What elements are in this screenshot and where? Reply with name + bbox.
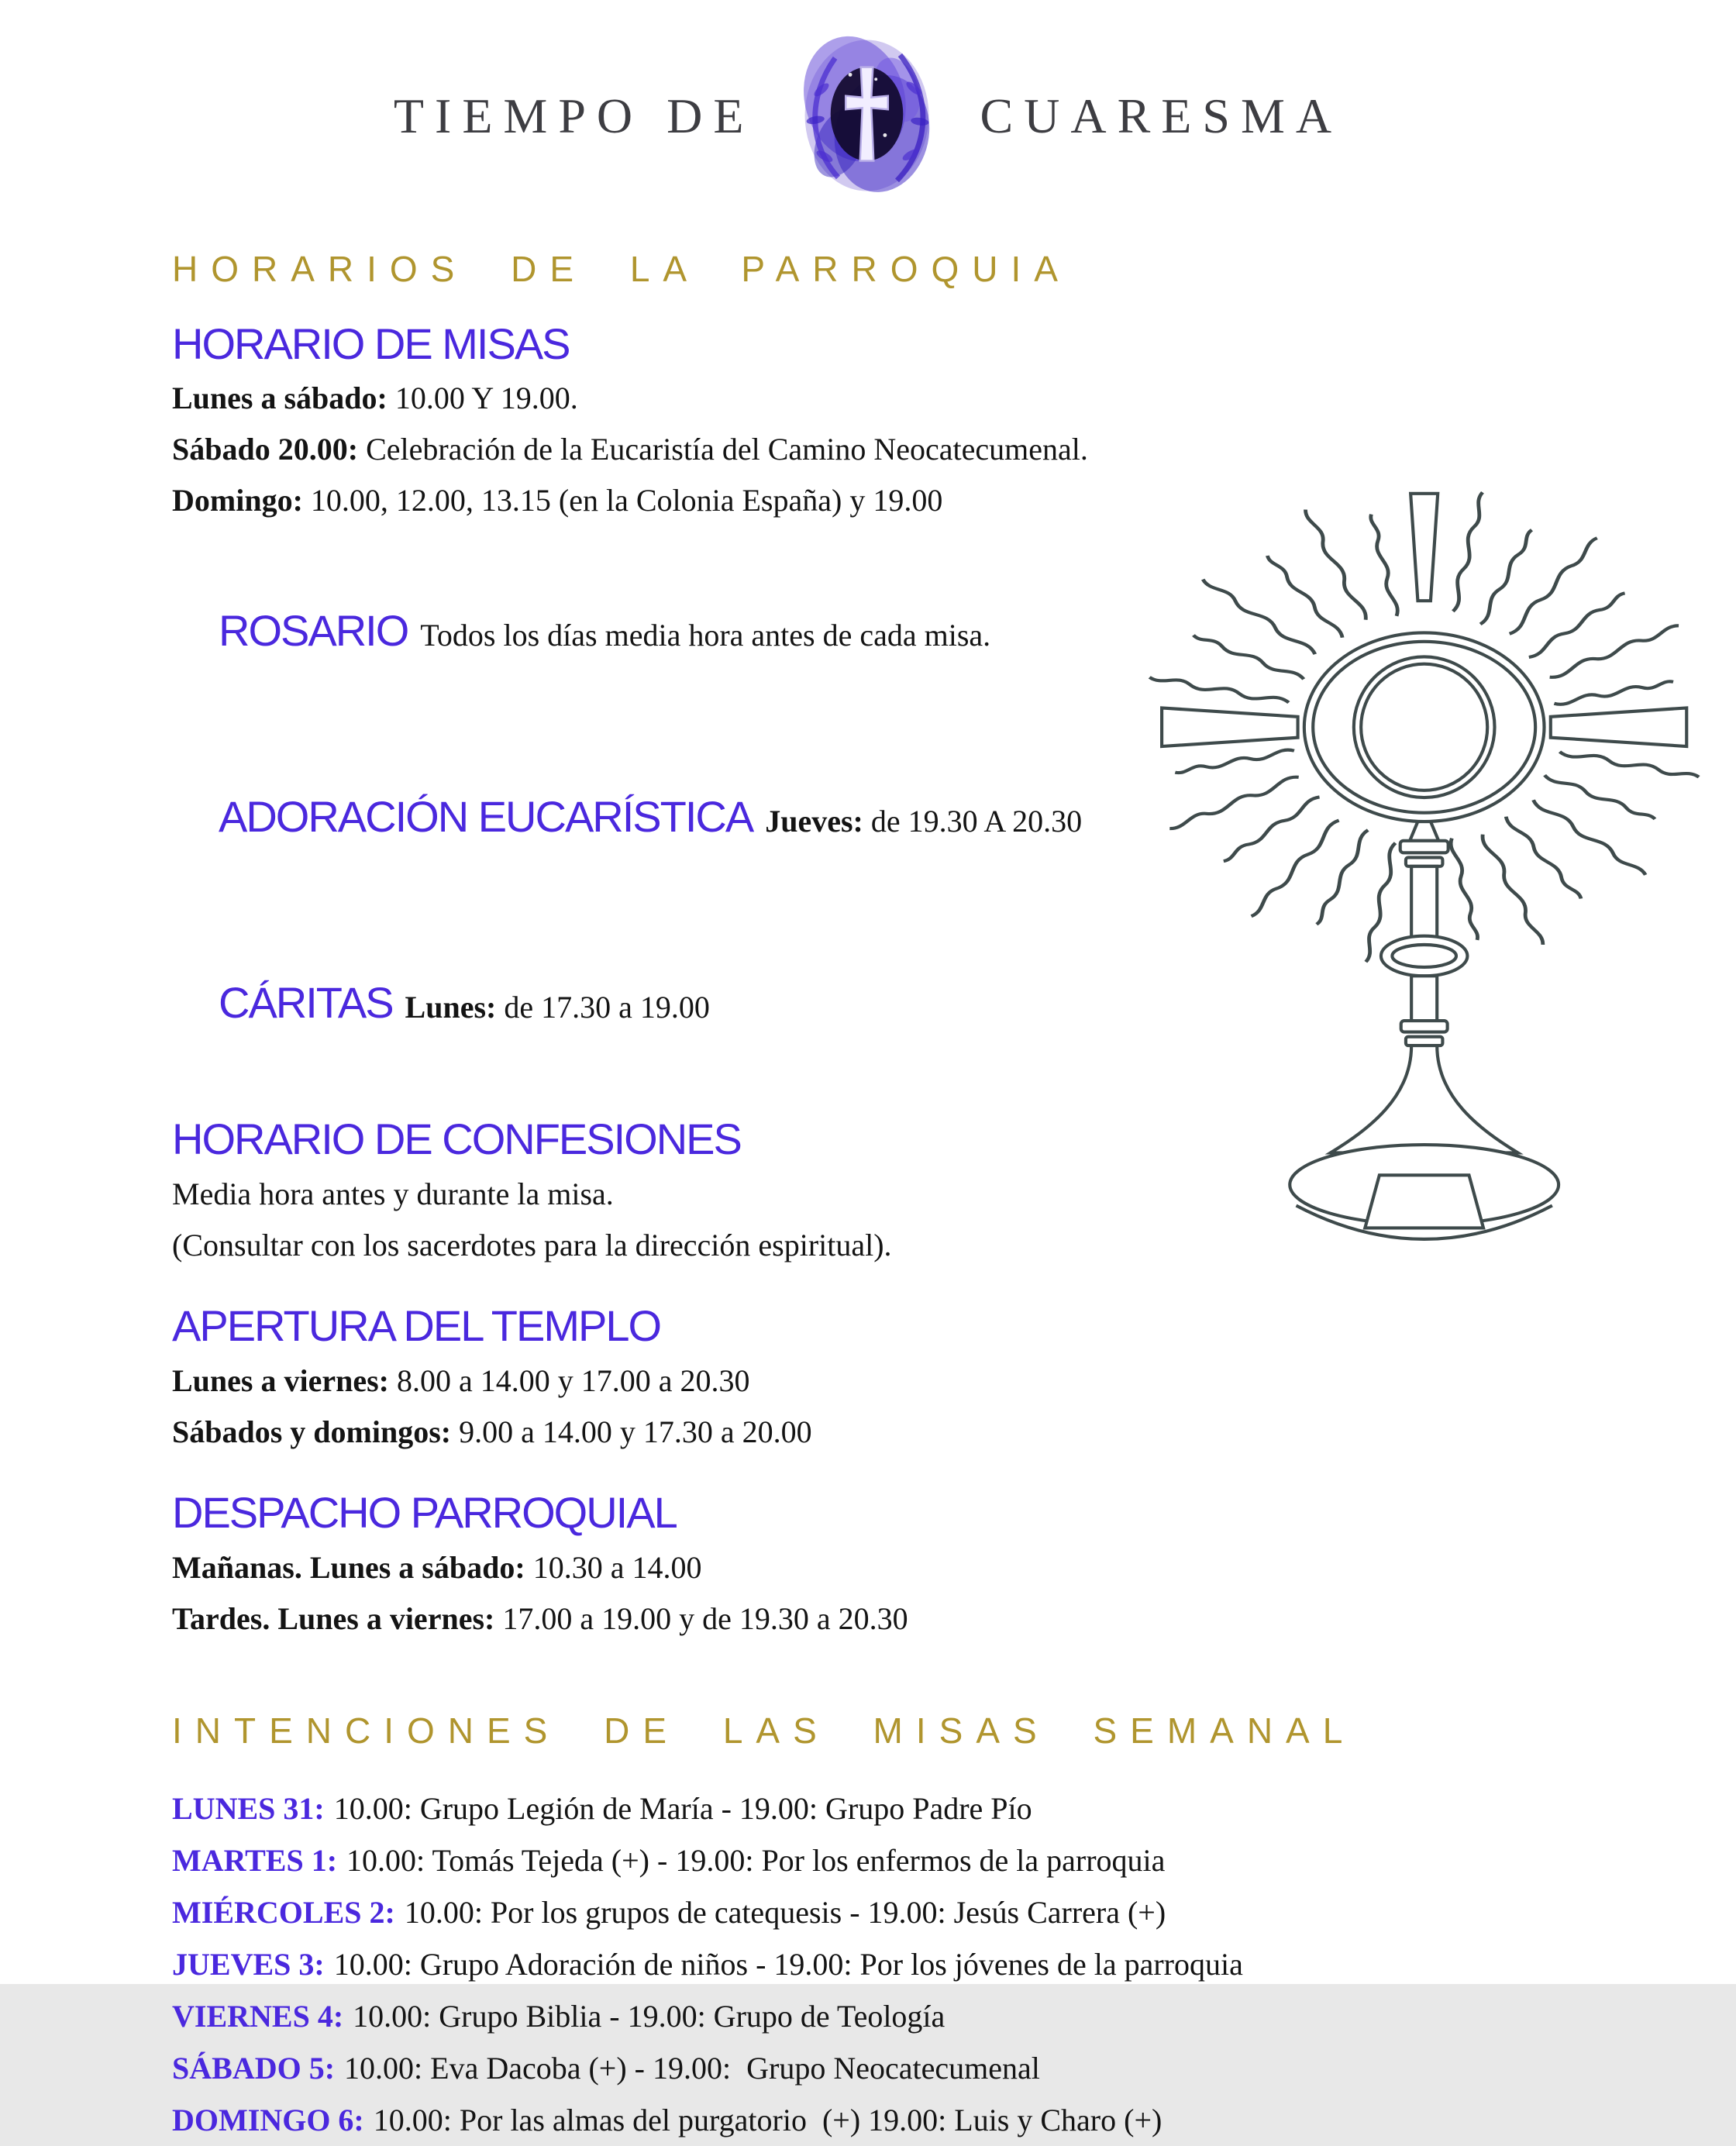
line-label: Mañanas. Lunes a sábado: <box>172 1549 525 1585</box>
intentions-list <box>172 1783 1451 2146</box>
intention-row <box>172 1938 1451 1990</box>
section-title-rosario: ROSARIO <box>219 606 408 656</box>
line-text: 17.00 a 19.00 y de 19.30 a 20.30 <box>502 1600 908 1636</box>
intention-text: 10.00: Grupo Legión de María - 19.00: Grupo Padre Pío <box>333 1791 1032 1827</box>
intention-row <box>172 1834 1451 1886</box>
intention-day: MIÉRCOLES 2: <box>172 1895 395 1931</box>
line-text: Media hora antes y durante la misa. <box>172 1176 614 1212</box>
section-title-apertura: APERTURA DEL TEMPLO <box>172 1301 661 1351</box>
line-label: Lunes a sábado: <box>172 381 388 416</box>
line-text: de 17.30 a 19.00 <box>504 990 710 1025</box>
section-title-misas: HORARIO DE MISAS <box>172 319 570 368</box>
intention-day: MARTES 1: <box>172 1843 338 1879</box>
intention-day: SÁBADO 5: <box>172 2051 336 2086</box>
section-apertura-lines <box>172 1355 1451 1458</box>
schedule-line <box>172 1593 1451 1645</box>
intention-day: VIERNES 4: <box>172 1999 344 2034</box>
intention-row <box>172 2042 1451 2094</box>
line-text: de 19.30 A 20.30 <box>870 804 1083 839</box>
schedule-line <box>172 1355 1451 1407</box>
intention-day: DOMINGO 6: <box>172 2103 364 2138</box>
intention-row <box>172 1886 1451 1938</box>
section-rosario <box>172 557 1451 712</box>
intention-row <box>172 1783 1451 1834</box>
schedule-line <box>172 1169 1451 1220</box>
section-title-confesiones: HORARIO DE CONFESIONES <box>172 1114 741 1164</box>
section-misas-lines <box>172 373 1451 526</box>
header <box>0 23 1736 209</box>
section-title-despacho: DESPACHO PARROQUIAL <box>172 1487 677 1537</box>
intention-day: JUEVES 3: <box>172 1947 325 1982</box>
intention-text: 10.00: Tomás Tejeda (+) - 19.00: Por los enfermos de la parroquia <box>346 1843 1166 1879</box>
schedule-line <box>172 475 1451 526</box>
line-label: Jueves: <box>765 804 863 839</box>
intention-text: 10.00: Eva Dacoba (+) - 19.00: Grupo Neocatecumenal <box>344 2051 1040 2086</box>
content <box>172 250 1451 2146</box>
line-text: 8.00 a 14.00 y 17.00 a 20.30 <box>397 1362 750 1398</box>
header-title-left: TIEMPO DE <box>393 88 755 143</box>
line-label: Domingo: <box>172 483 303 518</box>
intention-text: 10.00: Grupo Biblia - 19.00: Grupo de Teología <box>353 1999 946 2034</box>
section-title-caritas: CÁRITAS <box>219 978 393 1028</box>
line-text: Celebración de la Eucaristía del Camino Neocatecumenal. <box>366 432 1088 467</box>
lent-cross-logo-icon <box>791 28 942 205</box>
line-text: Todos los días media hora antes de cada misa. <box>420 618 991 653</box>
section-confesiones-lines <box>172 1169 1451 1271</box>
section-title-adoracion: ADORACIÓN EUCARÍSTICA <box>219 792 753 842</box>
line-label: Lunes: <box>405 990 497 1025</box>
schedule-line <box>172 1407 1451 1458</box>
intention-day: LUNES 31: <box>172 1791 325 1827</box>
line-text: 9.00 a 14.00 y 17.30 a 20.00 <box>459 1414 812 1449</box>
intentions-heading: INTENCIONES DE LAS MISAS SEMANAL <box>172 1710 1356 1751</box>
section-caritas <box>172 929 1451 1084</box>
line-text: 10.00, 12.00, 13.15 (en la Colonia España) y 19.00 <box>310 483 943 518</box>
line-label: Sábado 20.00: <box>172 432 359 467</box>
intention-text: 10.00: Por las almas del purgatorio (+) 19.00: Luis y Charo (+) <box>373 2103 1162 2138</box>
intention-row <box>172 2094 1451 2146</box>
schedule-line <box>172 424 1451 475</box>
schedule-line <box>172 373 1451 424</box>
header-title-right: CUARESMA <box>980 88 1343 143</box>
schedule-heading: HORARIOS DE LA PARROQUIA <box>172 249 1071 289</box>
section-adoracion <box>172 743 1451 898</box>
intention-text: 10.00: Por los grupos de catequesis - 19.00: Jesús Carrera (+) <box>404 1895 1166 1931</box>
line-label: Tardes. Lunes a viernes: <box>172 1600 495 1636</box>
line-text: 10.00 Y 19.00. <box>394 381 578 416</box>
schedule-line <box>172 1220 1451 1271</box>
schedule-line <box>172 1542 1451 1593</box>
section-despacho-lines <box>172 1542 1451 1645</box>
line-text: (Consultar con los sacerdotes para la dirección espiritual). <box>172 1228 892 1263</box>
intention-row <box>172 1990 1451 2042</box>
intention-text: 10.00: Grupo Adoración de niños - 19.00: Por los jóvenes de la parroquia <box>333 1947 1243 1982</box>
line-label: Sábados y domingos: <box>172 1414 452 1449</box>
line-text: 10.30 a 14.00 <box>532 1549 702 1585</box>
line-label: Lunes a viernes: <box>172 1362 389 1398</box>
